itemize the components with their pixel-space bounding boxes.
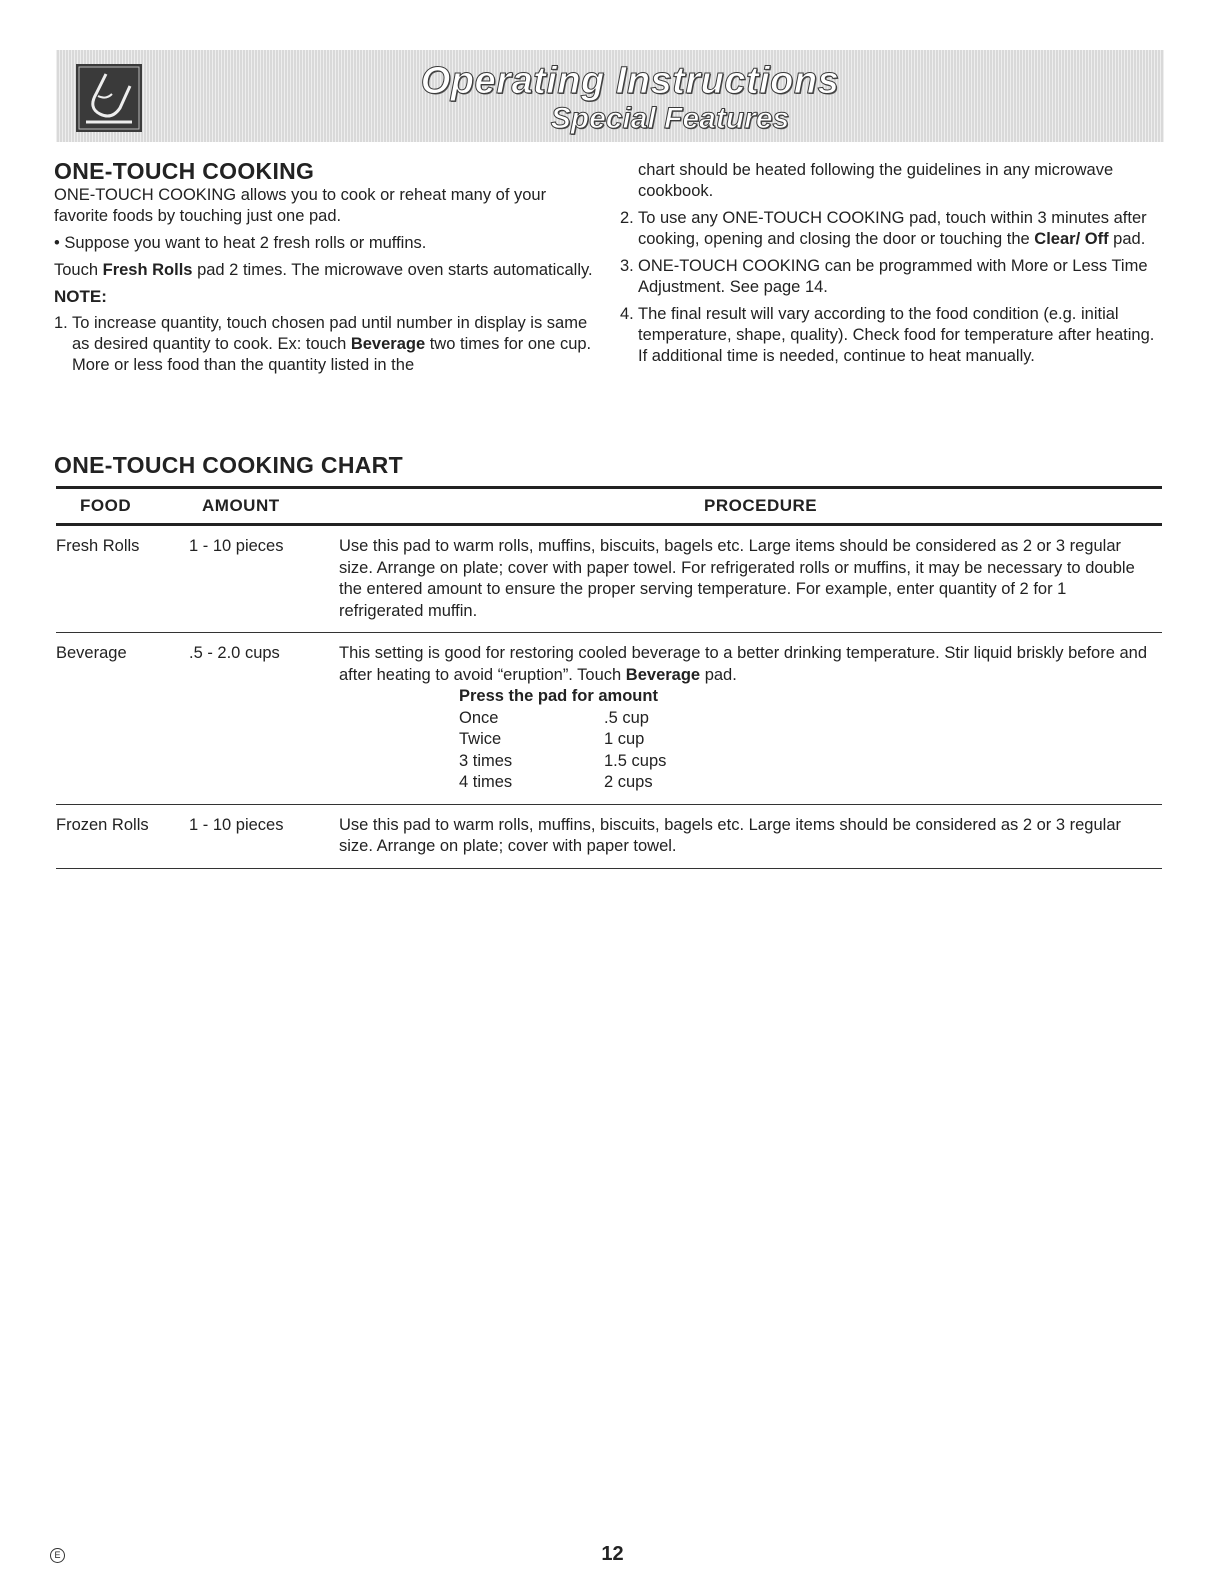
section-heading: ONE-TOUCH COOKING <box>54 158 315 184</box>
row-procedure: Use this pad to warm rolls, muffins, biscuits, bagels etc. Large items should be considered as 2 or 3 regular size. Arrange on plate; cover with paper towel. <box>339 815 1121 855</box>
subtable-row: 4 times 2 cups <box>459 773 653 791</box>
bullet-item: • Suppose you want to heat 2 fresh rolls or muffins. <box>54 234 427 252</box>
press-amount-subtable <box>459 686 1154 794</box>
table-row <box>56 805 1162 869</box>
note-item-1-continued: chart should be heated following the guidelines in any microwave cookbook. <box>638 161 1114 200</box>
row-amount: 1 - 10 pieces <box>189 815 284 834</box>
header-food: FOOD <box>80 496 132 515</box>
row-amount: .5 - 2.0 cups <box>189 644 280 662</box>
cooking-chart-table <box>56 486 1162 869</box>
note-item-3: 3. ONE-TOUCH COOKING can be programmed with More or Less Time Adjustment. See page 14. <box>620 257 1148 296</box>
language-mark-icon: E <box>50 1548 65 1563</box>
subtable-row: Once .5 cup <box>459 708 649 727</box>
row-food: Beverage <box>56 644 127 662</box>
page-title: Operating Instructions <box>420 60 840 102</box>
touch-instruction: Touch Fresh Rolls pad 2 times. The microwave oven starts automatically. <box>54 261 593 279</box>
subtable-row: Twice 1 cup <box>459 730 645 748</box>
row-amount: 1 - 10 pieces <box>189 537 284 555</box>
row-procedure: This setting is good for restoring cooled beverage to a better drinking temperature. Stir liquid briskly before and after heating to avoid “eruption”. Touch Beverage pad. Press the pad for amount Once .5 cup Twice 1 cup 3 times 1.5 cups 4 times 2 cups <box>339 633 1154 804</box>
note-item-4: 4. The final result will vary according to the food condition (e.g. initial temperature, shape, quality). Check food for temperature after heating. If additional time is needed, continue to heat manually. <box>620 305 1155 365</box>
right-column <box>620 160 1165 373</box>
note-label: NOTE: <box>54 287 107 306</box>
subtable-row: 3 times 1.5 cups <box>459 751 667 770</box>
table-row <box>56 633 1162 805</box>
left-column <box>54 158 599 376</box>
table-header <box>56 486 1162 526</box>
header-banner <box>56 50 1164 142</box>
intro-paragraph: ONE-TOUCH COOKING allows you to cook or reheat many of your favorite foods by touching just one pad. <box>54 186 547 225</box>
note-item-2: 2. To use any ONE-TOUCH COOKING pad, touch within 3 minutes after cooking, opening and closing the door or touching the Clear/ Off pad. <box>620 209 1147 248</box>
chart-title: ONE-TOUCH COOKING CHART <box>54 452 403 478</box>
page-number: 12 <box>601 1543 624 1565</box>
header-procedure: PROCEDURE <box>704 496 818 515</box>
note-item-1: 1. To increase quantity, touch chosen pad until number in display is same as desired quantity to cook. Ex: touch Beverage two times for one cup. More or less food than the quantity listed in the <box>54 314 592 374</box>
page-subtitle: Special Features <box>550 102 790 135</box>
row-food: Frozen Rolls <box>56 815 149 834</box>
row-procedure: Use this pad to warm rolls, muffins, biscuits, bagels etc. Large items should be considered as 2 or 3 regular size. Arrange on plate; cover with paper towel. For refrigerated rolls or muffins, it may be necessary to double the entered amount to ensure the proper serving temperature. For example, enter quantity of 2 for 1 refrigerated muffin. <box>339 537 1135 620</box>
table-row <box>56 526 1162 633</box>
row-food: Fresh Rolls <box>56 537 140 555</box>
header-amount: AMOUNT <box>202 496 280 515</box>
subtable-heading: Press the pad for amount <box>459 687 658 705</box>
